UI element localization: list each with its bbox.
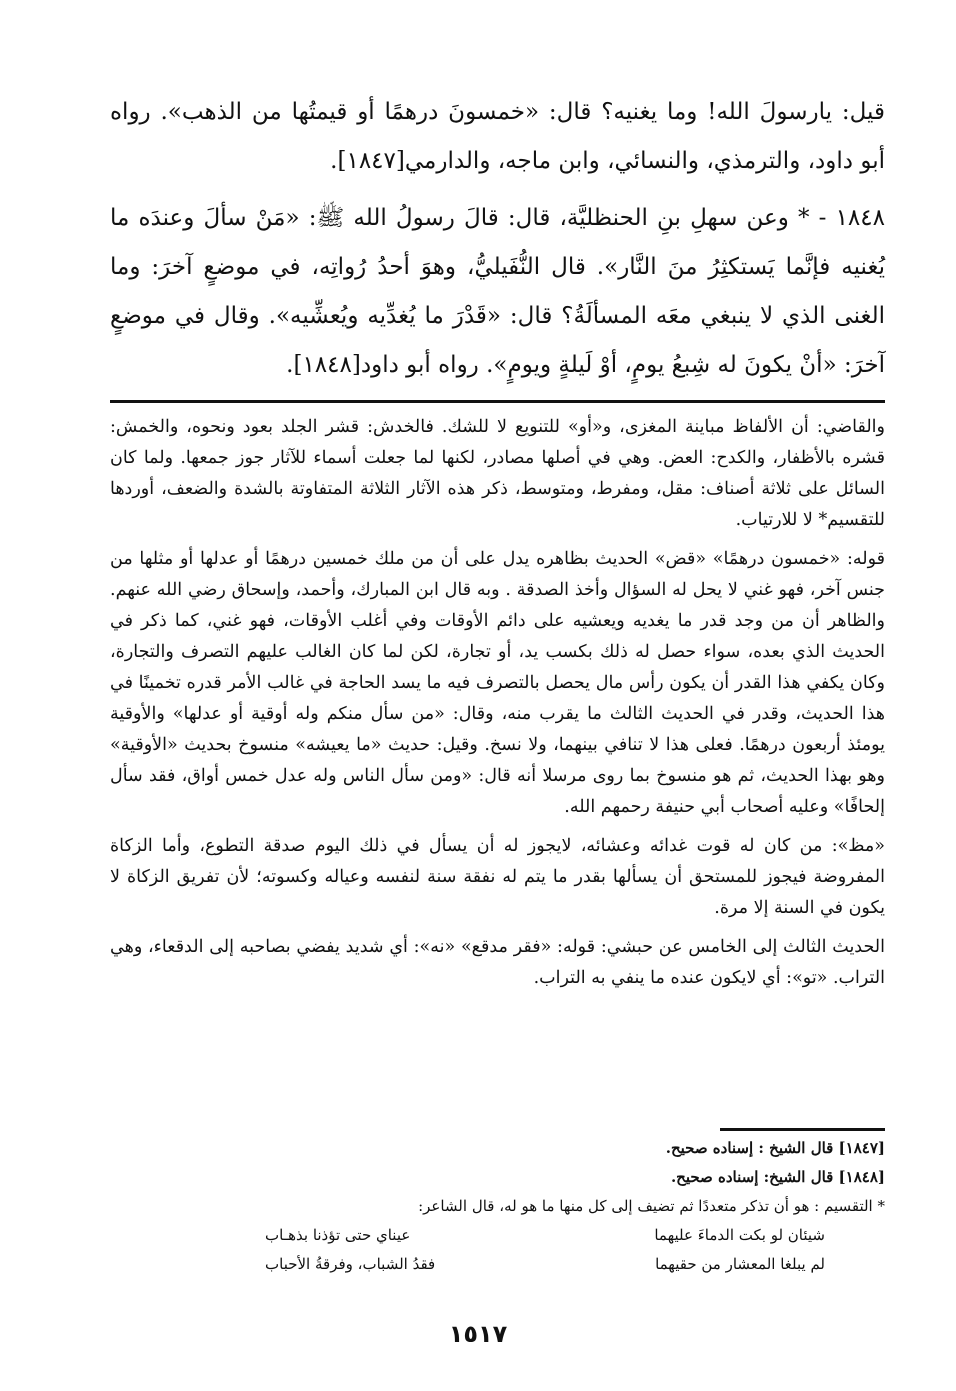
commentary-paragraph-1: والقاضي: أن الألفاظ مباينة المغزى، و«أو» للتنويع لا للشك. فالخدش: قشر الجلد بعود ونحوه، والخمش: قشره بالأظفار، والكدح: العض. وهي في أصلها مصادر، لكنها لما جعلت أسماء للآثار جوز جمعها. ولما كان السائل على ثلاثة أصناف: مقل، ومفرط، ومتوسط، ذكر هذه الآثار الثلاثة المتفاوتة بالشدة والضعف، أوردها للتقسيم* لا للارتياب.: [110, 417, 885, 530]
commentary-paragraph-4: الحديث الثالث إلى الخامس عن حبشي: قوله: «فقر مدقع» «نه»: أي شديد يفضي بصاحبه إلى الدقعاء، وهي التراب. «تو»: أي لايكون عنده ما ينفي به التراب.: [110, 937, 885, 988]
verse-second-hemistich: فقدُ الشباب، وفرقةُ الأحباب: [265, 1255, 436, 1273]
commentary-paragraph-2: قوله: «خمسون درهمًا» «قض» الحديث بظاهره يدل على أن من ملك خمسين درهمًا أو عدلها أو مثلها من جنس آخر، فهو غني لا يحل له السؤال وأخذ الصدقة . وبه قال ابن المبارك، وأحمد، وإسحاق رضي الله عنهم. والظاهر أن من وجد قدر ما يغديه ويعشيه على دائم الأوقات وفي أغلب الأوقات، فهو غني، كما ذكر في الحديث الذي بعده، سواء حصل له ذلك بكسب يد، أو تجارة، لكن لما كان الغالب عليهم التصرف والتجارة، وكان يكفي هذا القدر أن يكون رأس مال يحصل بالتصرف فيه ما يسد الحاجة في غالب الأمر قدره تخمينًا في هذا الحديث، وقدر في الحديث الثالث ما يقرب منه، وقال: «من سأل منكم وله أوقية أو عدلها» والأوقية يومئذ أربعون درهمًا. فعلى هذا لا تنافي بينهما، ولا نسخ. وقيل: حديث «ما يعيشه» منسوخ بحديث «الأوقية» وهو بهذا الحديث، ثم هو منسوخ بما روى مرسلا أنه قال: «ومن سأل الناس وله عدل خمس أواق، فقد سأل إلحافًا» وعليه أصحاب أبي حنيفة رحمهم الله.: [110, 549, 885, 817]
commentary-text: [110, 412, 885, 1002]
verse-first-hemistich: لم يبلغا المعشار من حقيهما: [655, 1255, 825, 1273]
hadith-1848: ١٨٤٨ - * وعن سهلِ بنِ الحنظليَّة، قال: قالَ رسولُ الله ﷺ: «مَنْ سألَ وعندَه ما يُغنيه فإنَّما يَستكثِرُ منَ النَّار». قال النُّفَيليُّ، وهوَ أحدُ رُواتِه، في موضعٍ آخرَ: وما الغنى الذي لا ينبغي معَه المسألَةُ؟ قال: «قَدْرَ ما يُغدِّيه ويُعشِّيه». وقال في موضعٍ آخرَ: «أنْ يكونَ له شِبعُ يومٍ، أوْ لَيلةٍ ويومٍ». رواه أبو داود[١٨٤٨].: [110, 205, 885, 378]
footnote-1847: [١٨٤٧] قال الشيخ : إسناده صحيح.: [665, 1139, 885, 1157]
verse-first-hemistich: شيئان لو بكت الدماءَ عليهما: [654, 1226, 825, 1244]
footnote-1848: [١٨٤٨] قال الشيخ: إسناده صحيح.: [670, 1168, 885, 1186]
footnote-divider: [720, 1128, 885, 1131]
commentary-paragraph-3: «مظ»: من كان له قوت غدائه وعشائه، لايجوز له أن يسأل في ذلك اليوم صدقة التطوع، وأما الزكاة المفروضة فيجوز للمستحق أن يسألها بقدر ما يتم له نفقة سنة لنفسه وعياله وكسوته؛ لأن تفريق الزكاة لا يكون في السنة إلا مرة.: [110, 836, 885, 918]
page-number: ١٥١٧: [448, 1320, 508, 1348]
verse-line: [265, 1221, 825, 1250]
main-hadith-text: [110, 88, 885, 398]
verse-line: [265, 1250, 825, 1279]
verse-second-hemistich: عيناي حتى تؤذنا بذهـاب: [265, 1226, 411, 1244]
section-divider: [110, 400, 885, 403]
footnote-taqsim: * التقسيم : هو أن تذكر متعددًا ثم تضيف إلى كل منها ما هو له، قال الشاعر:: [418, 1197, 885, 1215]
hadith-1847-ending: قيل: يارسولَ الله! وما يغنيه؟ قال: «خمسونَ درهمًا أو قيمتُها من الذهب». رواه أبو داود، والترمذي، والنسائي، وابن ماجه، والدارمي[١٨٤٧].: [110, 99, 885, 174]
footnotes: [230, 1134, 885, 1279]
poem-verse: [265, 1221, 825, 1279]
